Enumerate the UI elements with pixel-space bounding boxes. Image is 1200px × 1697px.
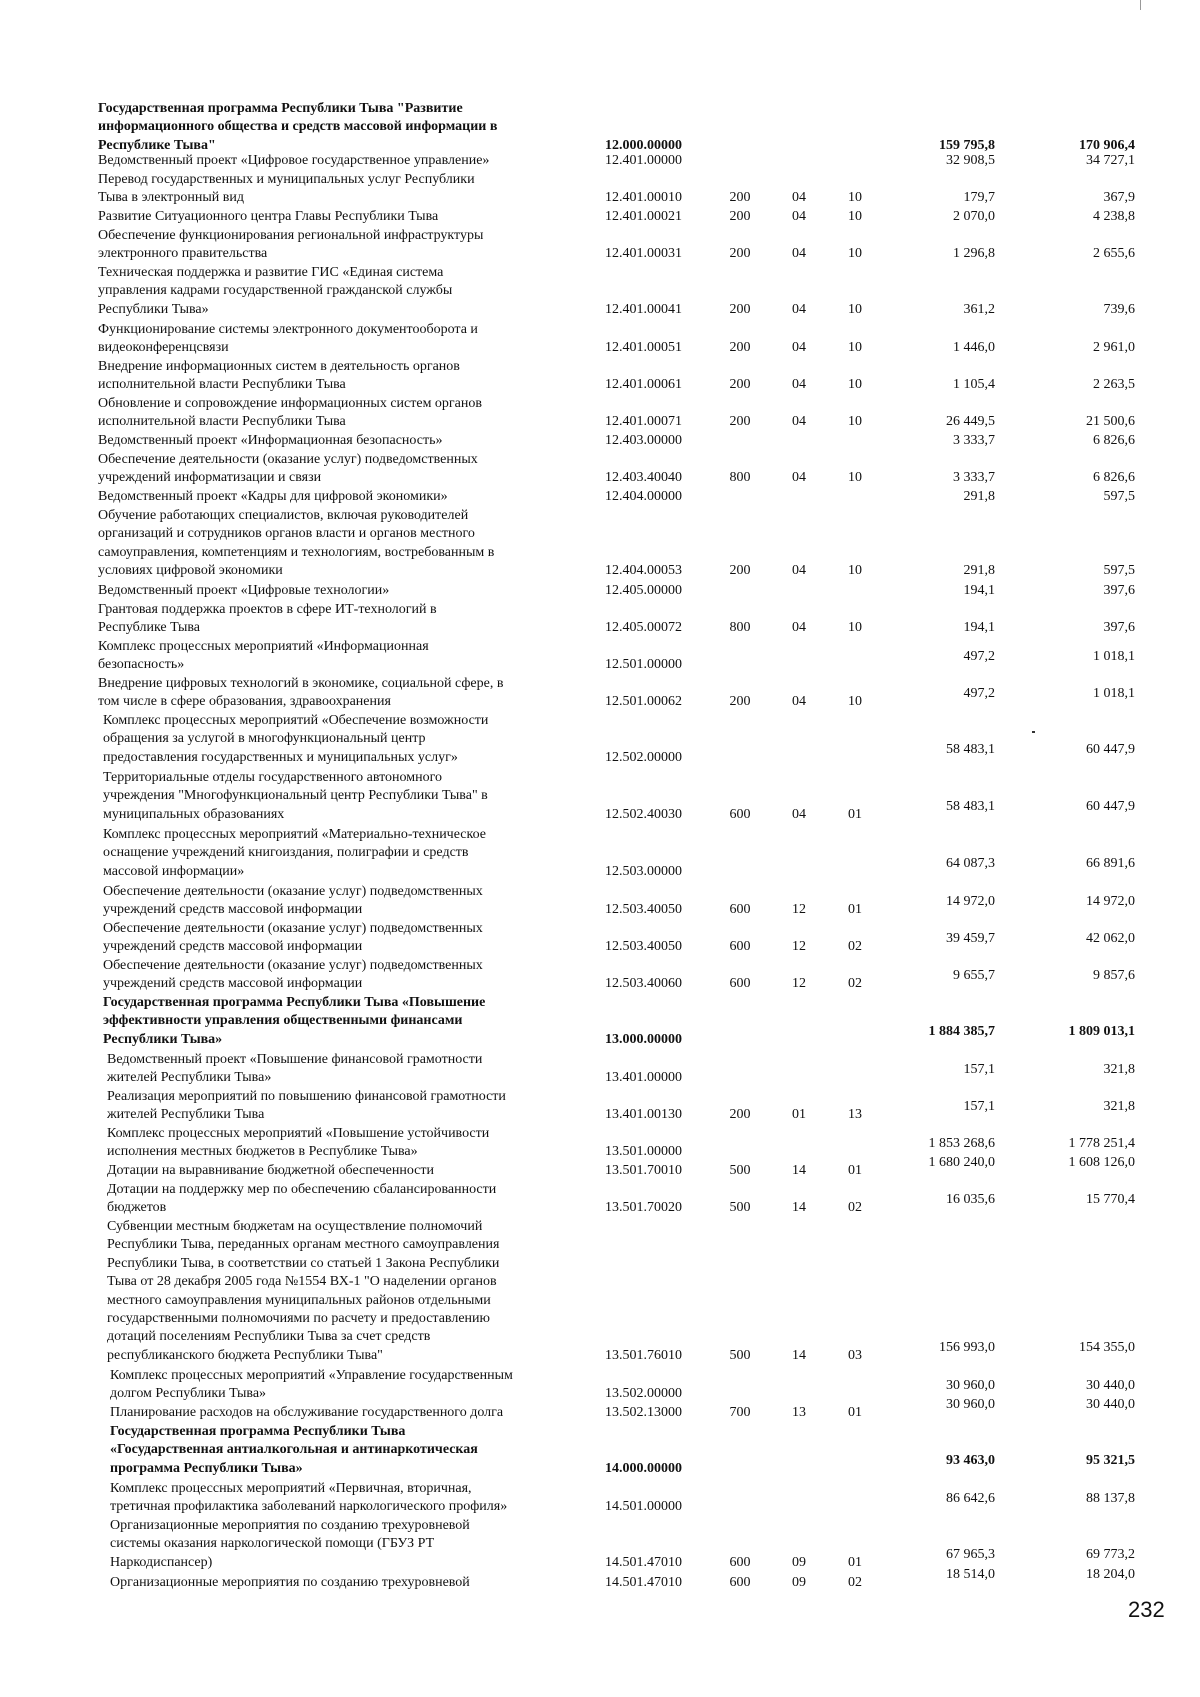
row-pr: 03 xyxy=(848,1347,862,1363)
row-code: 12.405.00000 xyxy=(605,583,682,598)
row-rz: 04 xyxy=(792,246,806,262)
row-code: 13.501.76010 xyxy=(605,1347,682,1363)
row-rz: 09 xyxy=(792,1575,806,1590)
row-name: Комплекс процессных мероприятий «Управление государственным долгом Республики Тыва» xyxy=(110,1368,513,1402)
row-vr: 200 xyxy=(729,190,751,206)
row-code: 12.503.40050 xyxy=(605,902,682,918)
row-name: Функционирование системы электронного документооборота и видеоконференцсвязи xyxy=(98,322,478,356)
row-vr: 200 xyxy=(729,1107,751,1123)
row-v1: 58 483,1 xyxy=(946,741,995,757)
row-name: Обучение работающих специалистов, включая руководителей организаций и сотрудников органов власти и органов местного самоуправления, компетенциям и технологиям, востребованным в условиях цифровой экономики xyxy=(98,508,495,579)
row-name: Внедрение цифровых технологий в экономике, социальной сфере, в том числе в сфере образования, здравоохранения xyxy=(98,676,504,710)
row-v2: 6 826,6 xyxy=(1093,433,1135,448)
row-code: 12.404.00000 xyxy=(605,489,682,504)
row-code: 12.403.00000 xyxy=(605,433,682,448)
row-rz: 04 xyxy=(792,806,806,822)
row-code: 14.000.00000 xyxy=(605,1460,682,1476)
row-v2: 739,6 xyxy=(1103,301,1135,317)
row-pr: 10 xyxy=(848,377,862,393)
row-v1: 1 446,0 xyxy=(953,340,995,356)
row-pr: 01 xyxy=(848,1554,862,1570)
row-name: Планирование расходов на обслуживание государственного долга xyxy=(110,1405,504,1420)
row-code: 12.401.00051 xyxy=(605,340,682,356)
row-v2: 1 809 013,1 xyxy=(1068,1023,1135,1039)
row-code: 13.000.00000 xyxy=(605,1031,682,1047)
row-code: 14.501.47010 xyxy=(605,1554,682,1570)
row-name: Реализация мероприятий по повышению финансовой грамотности жителей Республики Тыва xyxy=(107,1089,506,1123)
row-v2: 60 447,9 xyxy=(1086,798,1135,814)
row-v1: 3 333,7 xyxy=(953,433,995,448)
row-name: Комплекс процессных мероприятий «Информационная безопасность» xyxy=(98,639,429,673)
row-vr: 200 xyxy=(729,377,751,393)
row-rz: 12 xyxy=(792,902,806,918)
row-v2: 154 355,0 xyxy=(1079,1339,1135,1355)
row-v1: 30 960,0 xyxy=(946,1378,995,1394)
row-vr: 800 xyxy=(729,620,751,636)
row-rz: 04 xyxy=(792,209,806,224)
row-v2: 34 727,1 xyxy=(1086,153,1135,168)
row-v2: 18 204,0 xyxy=(1086,1567,1135,1582)
row-code: 12.401.00071 xyxy=(605,414,682,430)
row-pr: 01 xyxy=(848,1405,862,1420)
row-vr: 800 xyxy=(729,470,751,486)
row-code: 12.501.00000 xyxy=(605,657,682,673)
row-vr: 600 xyxy=(729,902,751,918)
row-v1: 67 965,3 xyxy=(946,1546,995,1562)
row-rz: 14 xyxy=(792,1200,806,1216)
row-vr: 200 xyxy=(729,563,751,579)
row-v1: 3 333,7 xyxy=(953,470,995,486)
row-code: 13.501.00000 xyxy=(605,1144,682,1160)
row-v2: 397,6 xyxy=(1103,583,1135,598)
row-code: 14.501.00000 xyxy=(605,1499,682,1515)
row-code: 12.404.00053 xyxy=(605,563,682,579)
row-v1: 16 035,6 xyxy=(946,1192,995,1208)
row-v2: 1 608 126,0 xyxy=(1068,1155,1135,1170)
row-rz: 12 xyxy=(792,976,806,992)
row-v1: 32 908,5 xyxy=(946,153,995,168)
row-name: Организационные мероприятия по созданию трехуровневой xyxy=(110,1575,470,1590)
row-v2: 21 500,6 xyxy=(1086,414,1135,430)
row-rz: 12 xyxy=(792,939,806,955)
row-name: Развитие Ситуационного центра Главы Республики Тыва xyxy=(98,209,439,224)
row-name: Государственная программа Республики Тыва «Государственная антиалкогольная и антинаркотическая программа Республики Тыва» xyxy=(110,1424,478,1476)
row-v2: 15 770,4 xyxy=(1086,1192,1135,1208)
row-rz: 04 xyxy=(792,414,806,430)
row-v1: 194,1 xyxy=(963,583,995,598)
row-name: Комплекс процессных мероприятий «Первичная, вторичная, третичная профилактика заболеваний наркологического профиля» xyxy=(110,1481,508,1515)
row-code: 12.401.00000 xyxy=(605,153,682,168)
row-v2: 4 238,8 xyxy=(1093,209,1135,224)
row-name: Дотации на выравнивание бюджетной обеспеченности xyxy=(107,1163,434,1178)
row-vr: 200 xyxy=(729,246,751,262)
row-v2: 367,9 xyxy=(1103,190,1135,206)
row-v1: 157,1 xyxy=(963,1062,995,1078)
row-v1: 30 960,0 xyxy=(946,1397,995,1412)
row-v2: 14 972,0 xyxy=(1086,894,1135,910)
row-name: Организационные мероприятия по созданию трехуровневой системы оказания наркологической помощи (ГБУЗ РТ Наркодиспансер) xyxy=(110,1518,470,1570)
row-code: 13.501.70020 xyxy=(605,1200,682,1216)
row-v1: 9 655,7 xyxy=(953,968,995,984)
row-vr: 700 xyxy=(729,1405,751,1420)
row-v2: 170 906,4 xyxy=(1079,137,1135,153)
row-v1: 361,2 xyxy=(963,301,995,317)
row-code: 13.502.00000 xyxy=(605,1386,682,1402)
row-name: Обеспечение деятельности (оказание услуг) подведомственных учреждений средств массовой информации xyxy=(103,958,483,992)
row-code: 13.502.13000 xyxy=(605,1405,682,1420)
row-name: Грантовая поддержка проектов в сфере ИТ-технологий в Республике Тыва xyxy=(98,602,437,636)
row-v1: 26 449,5 xyxy=(946,414,995,430)
row-v1: 1 296,8 xyxy=(953,246,995,262)
row-v1: 64 087,3 xyxy=(946,855,995,871)
row-rz: 04 xyxy=(792,377,806,393)
row-pr: 10 xyxy=(848,246,862,262)
row-name: Комплекс процессных мероприятий «Обеспечение возможности обращения за услугой в многофункциональный центр предоставления государственных и муниципальных услуг» xyxy=(103,713,489,765)
row-name: Комплекс процессных мероприятий «Повышение устойчивости исполнения местных бюджетов в Республике Тыва» xyxy=(107,1126,490,1160)
row-code: 12.405.00072 xyxy=(605,620,682,636)
row-name: Ведомственный проект «Повышение финансовой грамотности жителей Республики Тыва» xyxy=(107,1052,483,1086)
row-name: Комплекс процессных мероприятий «Материально-техническое оснащение учреждений книгоиздания, полиграфии и средств массовой информации» xyxy=(103,827,486,879)
row-v2: 30 440,0 xyxy=(1086,1378,1135,1394)
scan-corner-mark xyxy=(1140,0,1141,10)
row-pr: 10 xyxy=(848,620,862,636)
row-rz: 14 xyxy=(792,1163,806,1178)
row-code: 12.502.00000 xyxy=(605,749,682,765)
row-name: Обеспечение деятельности (оказание услуг) подведомственных учреждений информатизации и связи xyxy=(98,452,478,486)
row-v1: 156 993,0 xyxy=(939,1339,995,1355)
row-v2: 597,5 xyxy=(1103,489,1135,504)
row-pr: 10 xyxy=(848,340,862,356)
scan-speck xyxy=(1032,731,1035,733)
row-rz: 04 xyxy=(792,694,806,710)
row-rz: 04 xyxy=(792,470,806,486)
row-vr: 200 xyxy=(729,694,751,710)
row-name: Территориальные отделы государственного автономного учреждения "Многофункциональный центр Республики Тыва" в муниципальных образованиях xyxy=(103,770,488,822)
row-v2: 9 857,6 xyxy=(1093,968,1135,984)
row-name: Государственная программа Республики Тыва «Повышение эффективности управления общественными финансами Республики Тыва» xyxy=(103,995,486,1047)
row-v1: 497,2 xyxy=(963,686,995,702)
row-v1: 18 514,0 xyxy=(946,1567,995,1582)
row-v1: 291,8 xyxy=(963,563,995,579)
row-code: 12.503.00000 xyxy=(605,863,682,879)
row-v2: 321,8 xyxy=(1103,1062,1135,1078)
row-v2: 88 137,8 xyxy=(1086,1491,1135,1507)
row-v2: 397,6 xyxy=(1103,620,1135,636)
row-v1: 86 642,6 xyxy=(946,1491,995,1507)
row-v2: 2 961,0 xyxy=(1093,340,1135,356)
row-name: Дотации на поддержку мер по обеспечению сбалансированности бюджетов xyxy=(107,1182,497,1216)
row-code: 14.501.47010 xyxy=(605,1575,682,1590)
row-rz: 01 xyxy=(792,1107,806,1123)
row-name: Ведомственный проект «Цифровое государственное управление» xyxy=(98,153,490,168)
row-pr: 10 xyxy=(848,301,862,317)
row-v2: 2 263,5 xyxy=(1093,377,1135,393)
row-code: 12.401.00021 xyxy=(605,209,682,224)
row-name: Государственная программа Республики Тыва "Развитие информационного общества и средств массовой информации в Республике Тыва" xyxy=(98,101,498,153)
row-name: Ведомственный проект «Кадры для цифровой экономики» xyxy=(98,489,448,504)
row-pr: 01 xyxy=(848,902,862,918)
row-rz: 04 xyxy=(792,190,806,206)
row-vr: 600 xyxy=(729,976,751,992)
row-code: 12.401.00010 xyxy=(605,190,682,206)
row-v1: 179,7 xyxy=(963,190,995,206)
row-v2: 42 062,0 xyxy=(1086,931,1135,947)
row-pr: 10 xyxy=(848,470,862,486)
row-pr: 10 xyxy=(848,414,862,430)
row-v2: 30 440,0 xyxy=(1086,1397,1135,1412)
row-name: Ведомственный проект «Цифровые технологии» xyxy=(98,583,390,598)
row-vr: 200 xyxy=(729,340,751,356)
row-code: 12.503.40050 xyxy=(605,939,682,955)
row-v1: 2 070,0 xyxy=(953,209,995,224)
row-vr: 600 xyxy=(729,939,751,955)
row-v1: 93 463,0 xyxy=(946,1452,995,1468)
row-v2: 69 773,2 xyxy=(1086,1546,1135,1562)
row-vr: 200 xyxy=(729,301,751,317)
row-v1: 1 853 268,6 xyxy=(928,1136,995,1152)
row-v2: 2 655,6 xyxy=(1093,246,1135,262)
row-code: 12.502.40030 xyxy=(605,806,682,822)
row-v2: 321,8 xyxy=(1103,1099,1135,1115)
row-code: 12.401.00041 xyxy=(605,301,682,317)
row-v1: 39 459,7 xyxy=(946,931,995,947)
row-v1: 1 884 385,7 xyxy=(928,1023,995,1039)
row-name: Обеспечение функционирования региональной инфраструктуры электронного правительства xyxy=(98,228,484,262)
row-v2: 597,5 xyxy=(1103,563,1135,579)
row-v1: 58 483,1 xyxy=(946,798,995,814)
row-v1: 14 972,0 xyxy=(946,894,995,910)
row-v2: 6 826,6 xyxy=(1093,470,1135,486)
row-name: Субвенции местным бюджетам на осуществление полномочий Республики Тыва, переданных органам местного самоуправления Республики Тыва, в соответствии со статьей 1 Закона Республики Тыва от 28 декабря 2005 года №1554 ВХ-1 "О наделении органов местного самоуправления муниципальных районов отдельными государственными полномочиями по расчету и предоставлению дотаций поселениям Республики Тыва за счет средств республиканского бюджета Республики Тыва" xyxy=(107,1219,500,1363)
row-pr: 02 xyxy=(848,976,862,992)
row-v2: 1 018,1 xyxy=(1093,686,1135,702)
row-v1: 291,8 xyxy=(963,489,995,504)
row-rz: 13 xyxy=(792,1405,806,1420)
row-rz: 14 xyxy=(792,1347,806,1363)
row-rz: 04 xyxy=(792,340,806,356)
row-vr: 500 xyxy=(729,1347,751,1363)
row-name: Обновление и сопровождение информационных систем органов исполнительной власти Республики Тыва xyxy=(98,396,482,430)
row-pr: 13 xyxy=(848,1107,862,1123)
row-rz: 04 xyxy=(792,301,806,317)
row-v1: 157,1 xyxy=(963,1099,995,1115)
row-pr: 10 xyxy=(848,209,862,224)
row-vr: 500 xyxy=(729,1200,751,1216)
row-code: 12.000.00000 xyxy=(605,137,682,153)
row-code: 12.401.00061 xyxy=(605,377,682,393)
row-rz: 09 xyxy=(792,1554,806,1570)
row-code: 12.501.00062 xyxy=(605,694,682,710)
row-v2: 66 891,6 xyxy=(1086,855,1135,871)
row-v1: 194,1 xyxy=(963,620,995,636)
row-v1: 159 795,8 xyxy=(939,137,995,153)
row-code: 12.403.40040 xyxy=(605,470,682,486)
row-v2: 1 018,1 xyxy=(1093,649,1135,665)
row-code: 13.401.00130 xyxy=(605,1107,682,1123)
row-pr: 02 xyxy=(848,939,862,955)
row-name: Внедрение информационных систем в деятельность органов исполнительной власти Республики Тыва xyxy=(98,359,460,393)
row-name: Перевод государственных и муниципальных услуг Республики Тыва в электронный вид xyxy=(98,172,475,206)
row-vr: 600 xyxy=(729,1554,751,1570)
row-vr: 600 xyxy=(729,1575,751,1590)
row-rz: 04 xyxy=(792,563,806,579)
row-v2: 60 447,9 xyxy=(1086,741,1135,757)
row-v2: 1 778 251,4 xyxy=(1068,1136,1135,1152)
row-pr: 10 xyxy=(848,190,862,206)
row-rz: 04 xyxy=(792,620,806,636)
row-v1: 1 105,4 xyxy=(953,377,995,393)
row-v1: 497,2 xyxy=(963,649,995,665)
row-vr: 200 xyxy=(729,209,751,224)
row-pr: 02 xyxy=(848,1575,862,1590)
row-name: Ведомственный проект «Информационная безопасность» xyxy=(98,433,443,448)
row-pr: 02 xyxy=(848,1200,862,1216)
row-v2: 95 321,5 xyxy=(1086,1452,1135,1468)
row-vr: 500 xyxy=(729,1163,751,1178)
row-code: 12.503.40060 xyxy=(605,976,682,992)
row-name: Обеспечение деятельности (оказание услуг) подведомственных учреждений средств массовой информации xyxy=(103,884,483,918)
row-pr: 01 xyxy=(848,1163,862,1178)
row-name: Техническая поддержка и развитие ГИС «Единая система управления кадрами государственной гражданской службы Республики Тыва» xyxy=(98,265,453,317)
row-vr: 200 xyxy=(729,414,751,430)
row-code: 12.401.00031 xyxy=(605,246,682,262)
row-name: Обеспечение деятельности (оказание услуг) подведомственных учреждений средств массовой информации xyxy=(103,921,483,955)
page-number: 232 xyxy=(1128,1597,1165,1622)
row-v1: 1 680 240,0 xyxy=(928,1155,995,1170)
row-code: 13.401.00000 xyxy=(605,1070,682,1086)
row-vr: 600 xyxy=(729,806,751,822)
row-code: 13.501.70010 xyxy=(605,1163,682,1178)
row-pr: 01 xyxy=(848,806,862,822)
row-pr: 10 xyxy=(848,563,862,579)
row-pr: 10 xyxy=(848,694,862,710)
